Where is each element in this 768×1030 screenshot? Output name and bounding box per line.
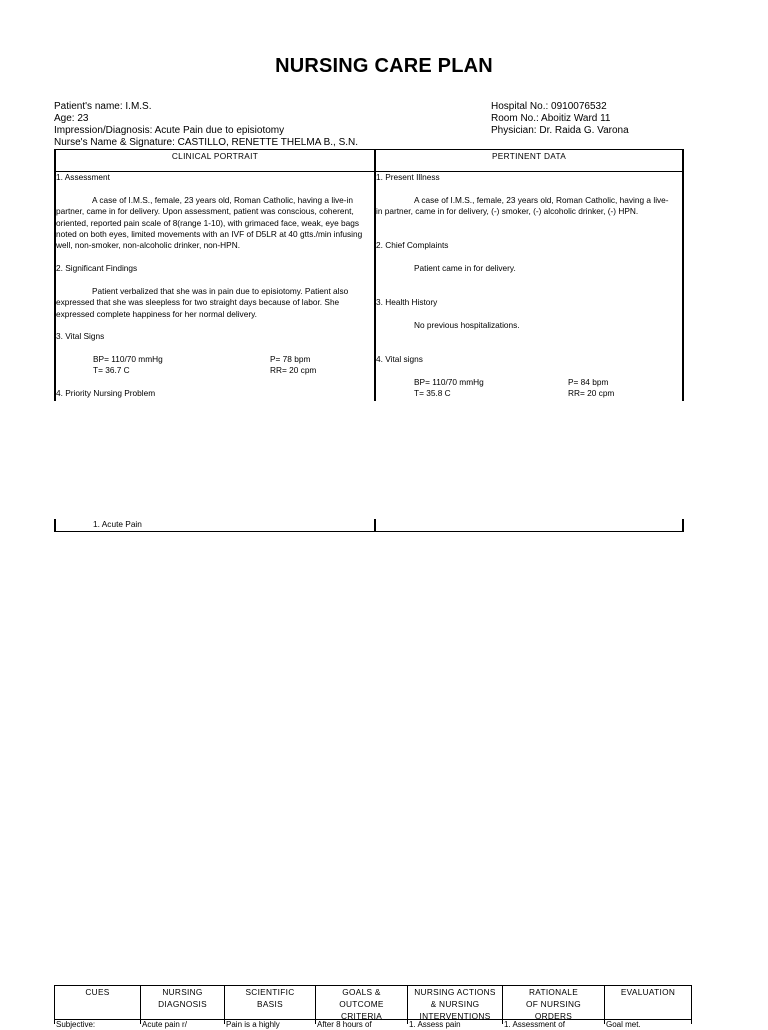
vital-signs-heading-right: 4. Vital signs	[376, 354, 423, 364]
header-cues: CUES	[85, 987, 110, 997]
vital-bp-right: BP= 110/70 mmHg	[414, 377, 484, 387]
header-goals-outcome-criteria: GOALS & OUTCOME CRITERIA	[339, 987, 384, 1021]
header-nursing-actions: NURSING ACTIONS & NURSING INTERVENTIONS	[414, 987, 496, 1021]
header-rationale: RATIONALE OF NURSING ORDERS	[525, 987, 582, 1021]
priority-problem-heading: 4. Priority Nursing Problem	[56, 388, 156, 398]
table-right-border	[682, 149, 684, 401]
health-history-text: No previous hospitalizations.	[414, 320, 520, 330]
health-history-heading: 3. Health History	[376, 297, 438, 307]
assessment-text: A case of I.M.S., female, 23 years old, Roman Catholic, having a live-in partner, came in for delivery. Upon assessment, patient was conscious, coherent, oriented, reported pain scale of 8(range 1-10), with grimaced face, weak, eye bags noted on both eyes, limited movements with an IVF of D5LR at 40 gtts./min infusing well, non-smoker, non-alcoholic drinker, non-HPN.	[56, 195, 363, 251]
chief-complaints-heading: 2. Chief Complaints	[376, 240, 449, 250]
table-left-border	[54, 149, 56, 401]
room-number: Room No.: Aboitiz Ward 11	[491, 113, 611, 124]
row-evaluation-fragment: Goal met.	[606, 1020, 641, 1029]
vital-temperature-right: T= 35.8 C	[414, 388, 451, 398]
page-title: NURSING CARE PLAN	[275, 55, 493, 77]
significant-findings-heading: 2. Significant Findings	[56, 263, 138, 273]
vital-pulse: P= 78 bpm	[270, 354, 311, 364]
nurse-name-signature: Nurse's Name & Signature: CASTILLO, RENETTE THELMA B., S.N.	[54, 137, 359, 148]
present-illness-heading: 1. Present Illness	[376, 172, 440, 182]
present-illness-text: A case of I.M.S., female, 23 years old, Roman Catholic, having a live-in partner, came in for delivery, (-) smoker, (-) alcoholic drinker, (-) HPN.	[376, 195, 669, 217]
header-evaluation: EVALUATION	[620, 987, 676, 997]
column-header-clinical-portrait: CLINICAL PORTRAIT	[171, 151, 259, 161]
vital-temperature: T= 36.7 C	[93, 365, 130, 375]
priority-problem-item: 1. Acute Pain	[93, 519, 142, 529]
patient-name: Patient's name: I.M.S.	[54, 101, 152, 112]
column-header-pertinent-data: PERTINENT DATA	[491, 151, 567, 161]
vital-bp: BP= 110/70 mmHg	[93, 354, 163, 364]
chief-complaints-text: Patient came in for delivery.	[414, 263, 516, 273]
table-top-border	[54, 149, 684, 150]
row-cues-fragment: Subjective:	[56, 1020, 96, 1029]
vital-signs-heading: 3. Vital Signs	[56, 331, 105, 341]
care-table-border-7	[691, 985, 692, 1024]
row-diagnosis-fragment: Acute pain r/	[142, 1020, 187, 1029]
row-rationale-fragment: 1. Assessment of	[504, 1020, 565, 1029]
impression-diagnosis: Impression/Diagnosis: Acute Pain due to episiotomy	[54, 125, 285, 136]
assessment-heading: 1. Assessment	[56, 172, 110, 182]
row-actions-fragment: 1. Assess pain	[409, 1020, 461, 1029]
table-header-divider	[54, 171, 684, 172]
vital-pulse-right: P= 84 bpm	[568, 377, 609, 387]
row-goals-fragment: After 8 hours of	[317, 1020, 372, 1029]
header-scientific-basis: SCIENTIFIC BASIS	[245, 987, 295, 1009]
care-plan-table	[54, 985, 692, 1029]
vital-respiratory-rate: RR= 20 cpm	[270, 365, 317, 375]
hospital-number: Hospital No.: 0910076532	[491, 101, 607, 112]
vital-respiratory-rate-right: RR= 20 cpm	[568, 388, 615, 398]
significant-findings-text: Patient verbalized that she was in pain due to episiotomy. Patient also expressed that she was sleepless for two straight days because of labor. She expressed complete happiness for her normal delivery.	[56, 286, 349, 319]
patient-age: Age: 23	[54, 113, 89, 124]
row-basis-fragment: Pain is a highly	[226, 1020, 280, 1029]
table-bottom-border	[54, 531, 684, 532]
physician: Physician: Dr. Raida G. Varona	[491, 125, 629, 136]
header-nursing-diagnosis: NURSING DIAGNOSIS	[158, 987, 207, 1009]
